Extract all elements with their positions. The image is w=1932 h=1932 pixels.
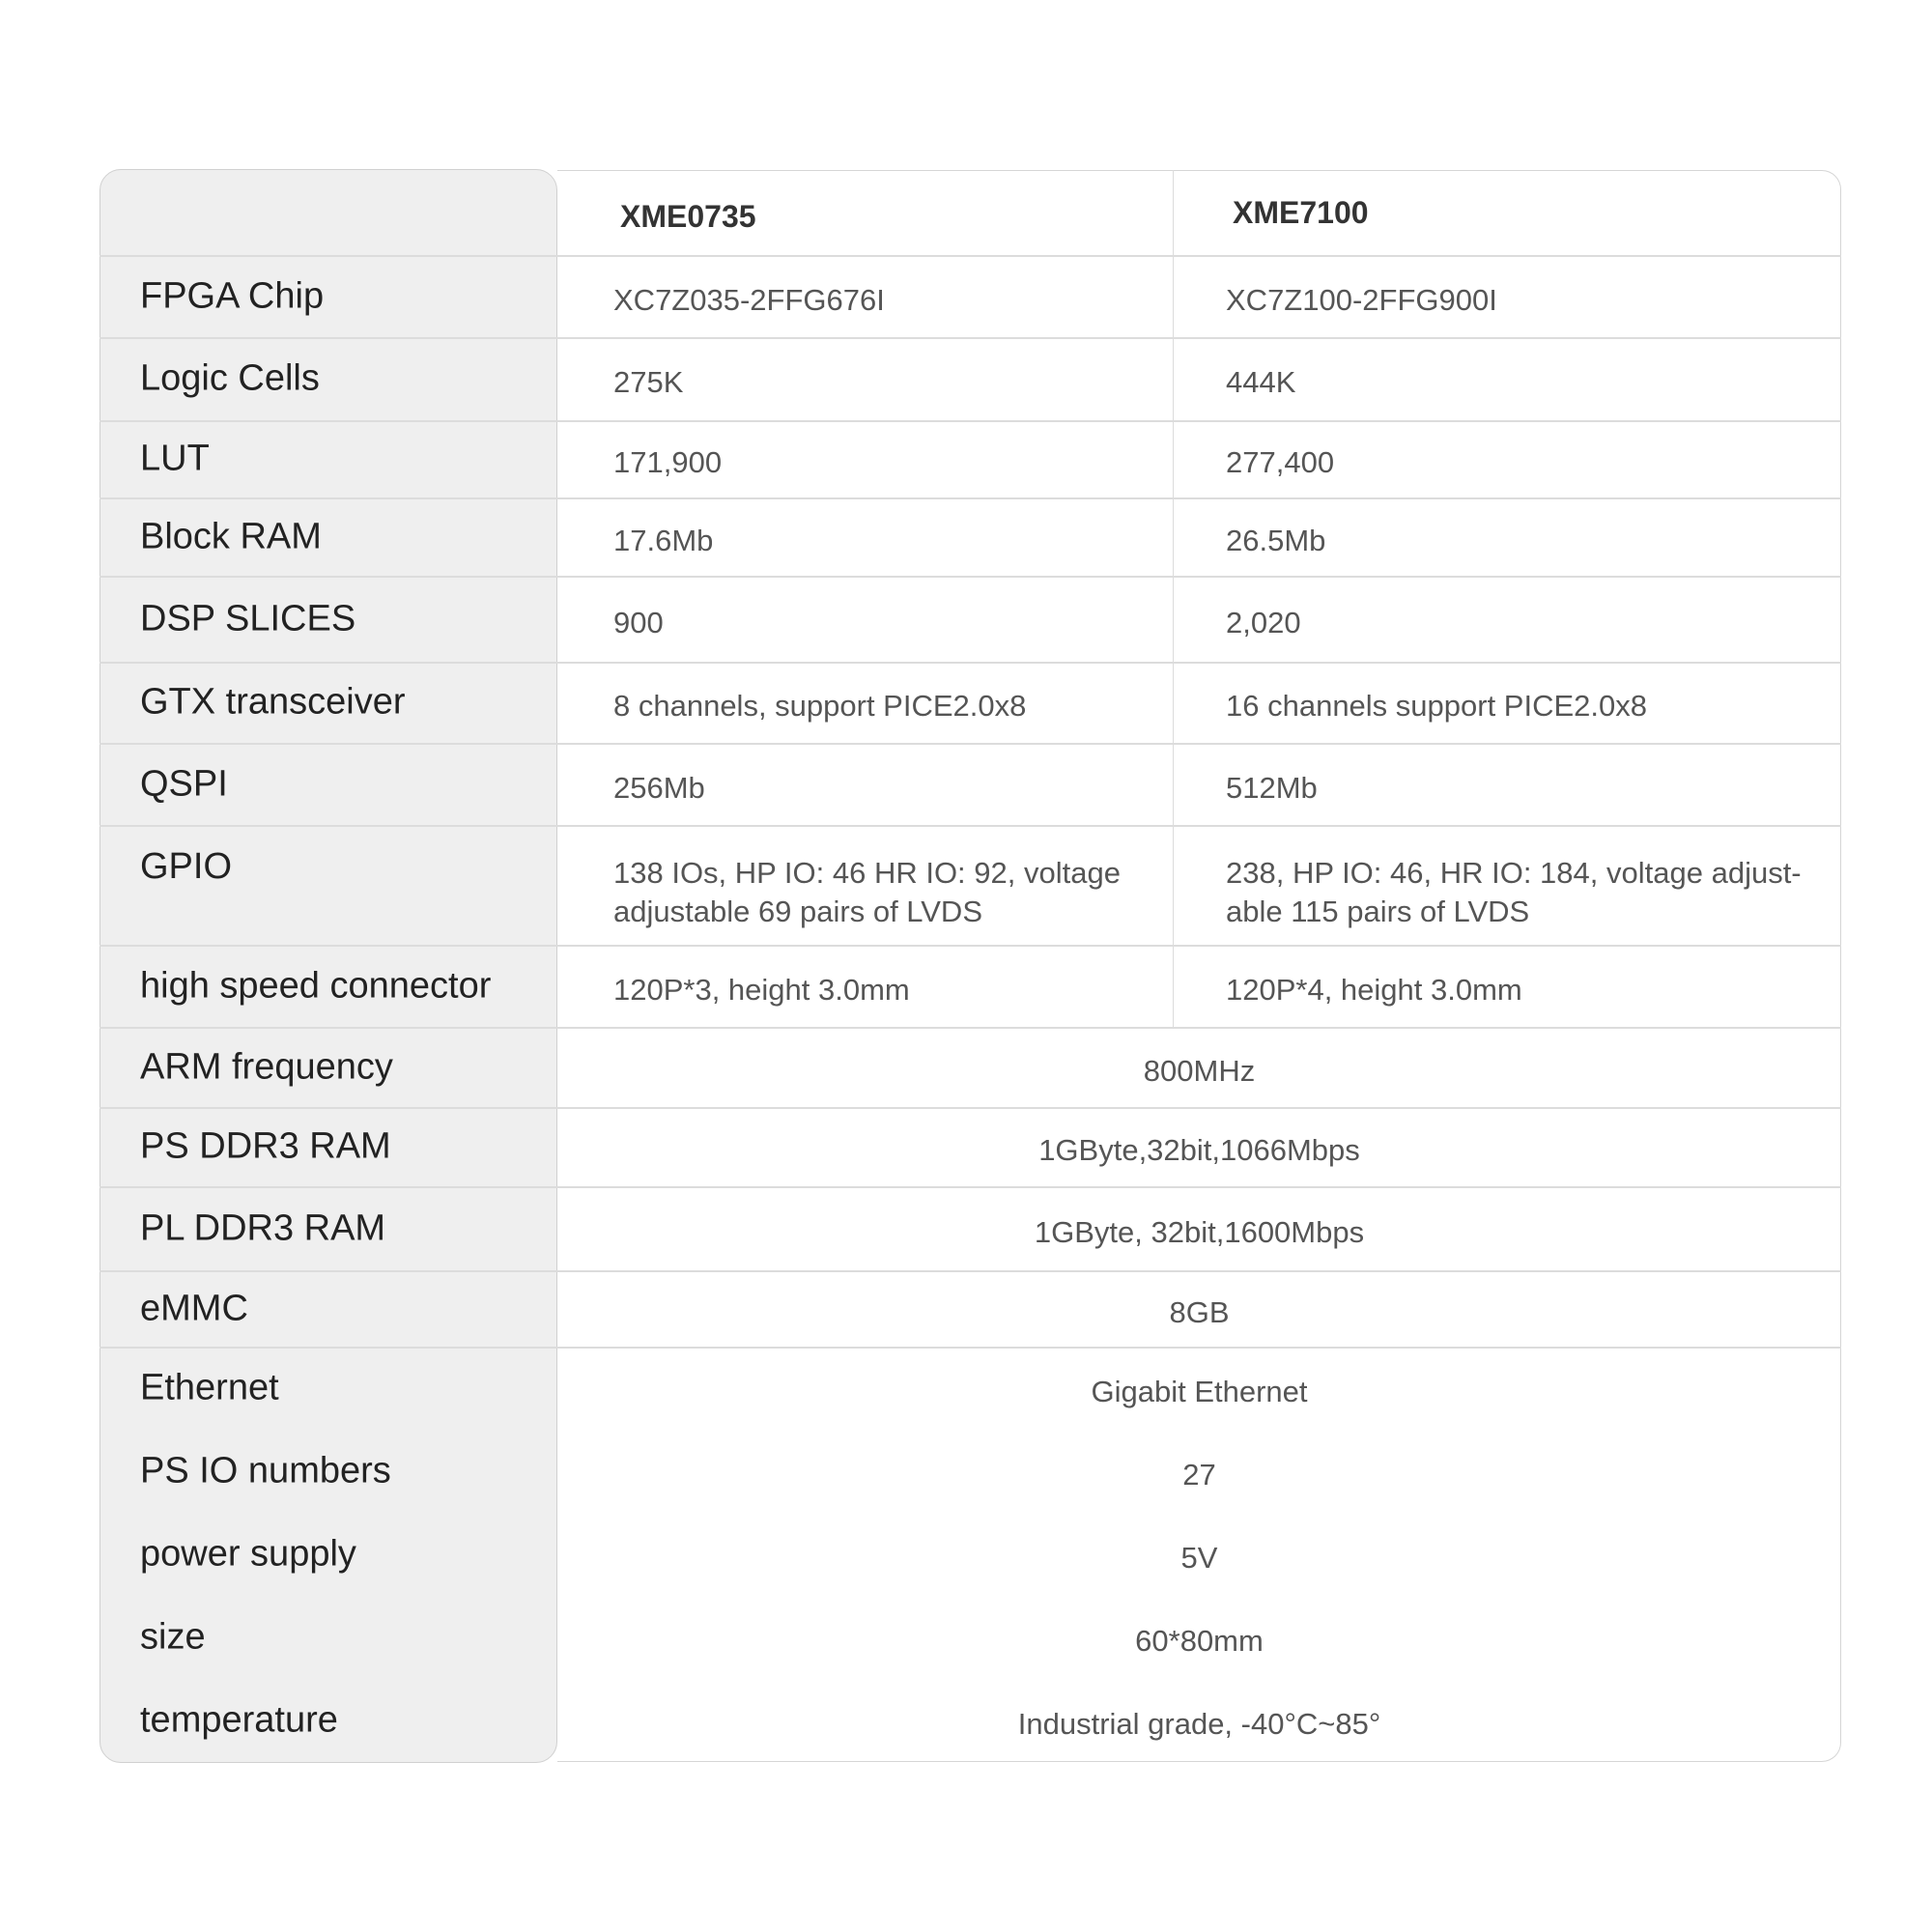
table-row [99, 1513, 1841, 1596]
shared-value: 800MHz [1143, 1053, 1256, 1088]
shared-value: Industrial grade, -40°C~85° [1017, 1706, 1381, 1741]
xme7100-value: 277,400 [1226, 444, 1335, 479]
table-row [99, 1679, 1841, 1762]
xme7100-value: XC7Z100-2FFG900I [1226, 282, 1497, 317]
table-row [99, 420, 1841, 499]
row-label: Block RAM [140, 516, 322, 556]
shared-value: 60*80mm [1135, 1623, 1264, 1658]
row-label: PL DDR3 RAM [140, 1208, 386, 1248]
xme0735-value: 17.6Mb [613, 523, 714, 557]
row-label: FPGA Chip [140, 275, 325, 316]
column-header-xme0735: XME0735 [620, 199, 756, 234]
table-row [99, 497, 1841, 578]
row-label: LUT [140, 438, 210, 479]
table-row [99, 1027, 1841, 1109]
xme0735-value: 900 [613, 605, 664, 639]
table-row [99, 1270, 1841, 1349]
row-label: temperature [140, 1699, 338, 1741]
header-row [99, 170, 1841, 257]
table-row [99, 1596, 1841, 1679]
xme7100-value: 120P*4, height 3.0mm [1226, 972, 1522, 1007]
table-row [99, 337, 1841, 422]
shared-value: 27 [1182, 1457, 1216, 1492]
table-row [99, 825, 1841, 947]
xme0735-value: 8 channels, support PICE2.0x8 [613, 688, 1027, 723]
shared-value: 5V [1180, 1540, 1218, 1575]
table-row [99, 576, 1841, 664]
table-row [99, 255, 1841, 339]
row-label: PS IO numbers [140, 1450, 391, 1492]
xme0735-value: 275K [613, 364, 684, 399]
row-label: high speed connector [140, 965, 492, 1006]
table-row [99, 1430, 1841, 1513]
column-header-xme7100: XME7100 [1233, 195, 1369, 230]
table-row [99, 1186, 1841, 1272]
table-row [99, 1347, 1841, 1430]
row-label: Logic Cells [140, 357, 320, 399]
row-label: Ethernet [140, 1367, 279, 1408]
row-label: size [140, 1616, 206, 1658]
shared-value: 8GB [1169, 1294, 1230, 1329]
xme7100-value: 26.5Mb [1226, 523, 1326, 557]
row-label: PS DDR3 RAM [140, 1125, 391, 1167]
xme7100-value: 2,020 [1226, 605, 1301, 639]
table-row [99, 743, 1841, 827]
table-row [99, 662, 1841, 745]
row-label: DSP SLICES [140, 598, 356, 639]
row-label: GPIO [140, 846, 233, 887]
row-label: eMMC [140, 1288, 248, 1328]
row-label: GTX transceiver [140, 681, 406, 723]
xme7100-value: 512Mb [1226, 770, 1318, 805]
xme0735-value: 138 IOs, HP IO: 46 HR IO: 92, voltage adjustable 69 pairs of LVDS [613, 855, 1121, 929]
row-label: ARM frequency [140, 1046, 393, 1087]
xme0735-value: 256Mb [613, 770, 705, 805]
xme7100-value: 444K [1226, 364, 1296, 399]
table-row [99, 945, 1841, 1029]
xme0735-value: XC7Z035-2FFG676I [613, 282, 885, 317]
xme0735-value: 120P*3, height 3.0mm [613, 972, 910, 1007]
shared-value: Gigabit Ethernet [1091, 1374, 1308, 1408]
shared-value: 1GByte,32bit,1066Mbps [1038, 1132, 1360, 1167]
xme0735-value: 171,900 [613, 444, 723, 479]
row-label: QSPI [140, 763, 228, 804]
row-label: power supply [140, 1533, 356, 1575]
xme7100-value: 16 channels support PICE2.0x8 [1226, 688, 1647, 723]
shared-value: 1GByte, 32bit,1600Mbps [1034, 1214, 1365, 1249]
xme7100-value: 238, HP IO: 46, HR IO: 184, voltage adjust-able 115 pairs of LVDS [1226, 855, 1802, 929]
table-row [99, 1107, 1841, 1188]
